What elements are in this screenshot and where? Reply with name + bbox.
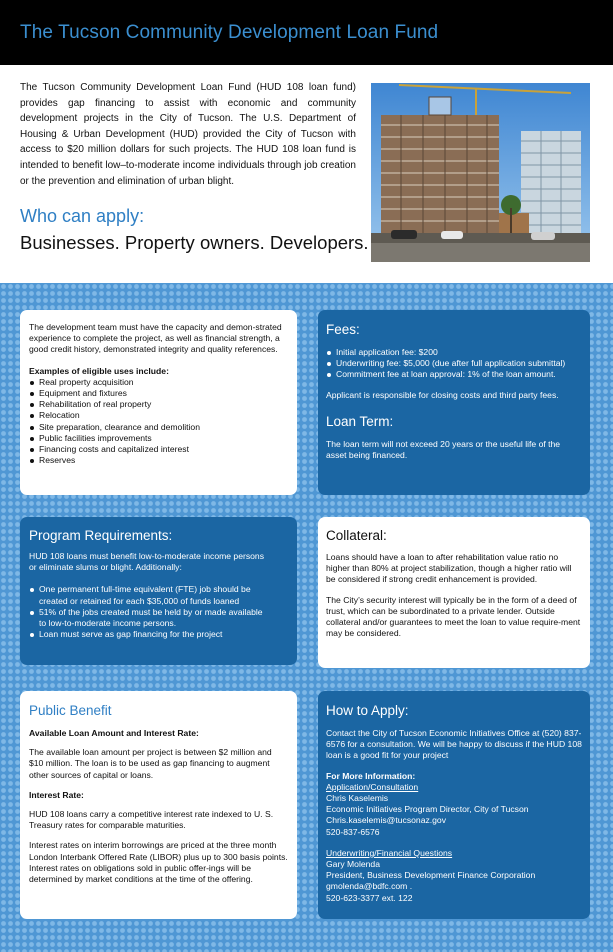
program-requirements-box bbox=[20, 517, 297, 665]
contact-phone: 520-837-6576 bbox=[326, 826, 380, 837]
intro-paragraph: The Tucson Community Development Loan Fund (HUD 108 loan fund) provides gap financing to assist with economic and community development projects in the City of Tucson. The U.S. Department of Housing & Urban Development (HUD) provided the City of Tucson with access to $20 million dollars for such projects. The HUD 108 loan fund is intended to benefit low–to-moderate income individuals through job creation or the prevention and elimination of urban blight. bbox=[20, 82, 356, 187]
page-title: The Tucson Community Development Loan Fund bbox=[20, 22, 439, 43]
list-item: Commitment fee at loan approval: 1% of the loan amount. bbox=[326, 369, 582, 380]
contact-title: President, Business Development Finance Corporation bbox=[326, 870, 536, 881]
list-item: Site preparation, clearance and demolition bbox=[29, 422, 288, 433]
construction-photo-illustration bbox=[371, 83, 590, 262]
contact-label: Application/Consultation bbox=[326, 781, 419, 792]
list-item: Rehabilitation of real property bbox=[29, 399, 288, 410]
eligibility-box bbox=[20, 310, 297, 495]
list-item: Real property acquisition bbox=[29, 377, 288, 388]
more-info-heading: For More Information: bbox=[326, 770, 416, 781]
who-can-apply-list: Businesses. Property owners. Developers. bbox=[20, 232, 369, 253]
contact-label: Underwriting/Financial Questions bbox=[326, 847, 453, 858]
list-item: Underwriting fee: $5,000 (due after full application submittal) bbox=[326, 358, 582, 369]
contact-title: Economic Initiatives Program Director, City of Tucson bbox=[326, 804, 529, 815]
program-requirements-heading: Program Requirements: bbox=[29, 528, 173, 543]
public-benefit-box bbox=[20, 691, 297, 919]
eligibility-intro: The development team must have the capacity and demon-strated experience to complete the project, as well as financial strength, a good credit history, demonstrated integrity and quality references. bbox=[29, 322, 282, 355]
list-item: Financing costs and capitalized interest bbox=[29, 444, 288, 455]
collateral-paragraph-2: The City’s security interest will typically be in the form of a deed of trust, which can be subordinated to a private lender. Outside collateral and/or guarantees to meet the loan to value require-ment may be considered. bbox=[326, 594, 581, 639]
who-can-apply-heading: Who can apply: bbox=[20, 206, 145, 226]
list-item: One permanent full-time equivalent (FTE) job should be created or retained for each $35,000 of funds loaned bbox=[29, 584, 270, 606]
loan-amount-text: The available loan amount per project is between $2 million and $10 million. The loan is to be used as gap financing to augment other sources of capital or loans. bbox=[29, 747, 272, 780]
collateral-paragraph-1: Loans should have a loan to after rehabilitation value ratio no higher than 80% at project stabilization, though a higher ratio will be considered if strong credit enhancement is provided. bbox=[326, 552, 572, 585]
contact-underwriting bbox=[326, 848, 582, 904]
eligible-uses-list bbox=[29, 377, 288, 467]
contact-phone: 520-623-3377 ext. 122 bbox=[326, 892, 413, 903]
how-to-apply-heading: How to Apply: bbox=[326, 703, 409, 718]
construction-photo bbox=[371, 83, 590, 262]
list-item: Equipment and fixtures bbox=[29, 388, 288, 399]
contact-email-link[interactable]: gmolenda@bdfc.com . bbox=[326, 881, 413, 892]
fees-note: Applicant is responsible for closing costs and third party fees. bbox=[326, 389, 559, 400]
list-item: Reserves bbox=[29, 455, 288, 466]
list-item: Loan must serve as gap financing for the project bbox=[29, 629, 270, 640]
how-to-apply-intro: Contact the City of Tucson Economic Initiatives Office at (520) 837- 6576 for a consultation. We will be happy to discuss if the HUD 108 loan is a good fit for your project bbox=[326, 728, 582, 761]
interest-rate-heading: Interest Rate: bbox=[29, 789, 84, 800]
contact-application bbox=[326, 782, 582, 838]
requirements-list bbox=[29, 584, 288, 640]
list-item: Relocation bbox=[29, 410, 288, 421]
title-bar bbox=[0, 0, 613, 65]
list-item: 51% of the jobs created must be held by or made available to low-to-moderate income persons. bbox=[29, 607, 270, 629]
contact-email-link[interactable]: Chris.kaselemis@tucsonaz.gov bbox=[326, 815, 447, 826]
fees-heading: Fees: bbox=[326, 322, 360, 337]
contact-name: Chris Kaselemis bbox=[326, 793, 389, 804]
loan-term-heading: Loan Term: bbox=[326, 413, 394, 429]
loan-amount-heading: Available Loan Amount and Interest Rate: bbox=[29, 728, 199, 738]
requirements-intro: HUD 108 loans must benefit low-to-moderate income persons or eliminate slums or blight. Additionally: bbox=[29, 551, 265, 573]
fees-box bbox=[318, 310, 590, 495]
interim-rate-text: Interest rates on interim borrowings are priced at the three month London Interbank Offered Rate (LIBOR) plus up to 300 basis points. Interest rates on obligations sold in public offer-ings will be determined by market conditions at the time of the offering. bbox=[29, 840, 288, 885]
collateral-box bbox=[318, 517, 590, 668]
how-to-apply-box bbox=[318, 691, 590, 919]
interest-rate-text: HUD 108 loans carry a competitive interest rate indexed to U. S. Treasury rates for comparable maturities. bbox=[29, 809, 274, 831]
eligible-uses-heading: Examples of eligible uses include: bbox=[29, 365, 169, 376]
public-benefit-heading: Public Benefit bbox=[29, 703, 112, 718]
contact-name: Gary Molenda bbox=[326, 859, 380, 870]
list-item: Public facilities improvements bbox=[29, 433, 288, 444]
collateral-heading: Collateral: bbox=[326, 528, 387, 543]
loan-term-text: The loan term will not exceed 20 years or the useful life of the asset being financed. bbox=[326, 438, 561, 461]
fees-list bbox=[326, 347, 582, 381]
list-item: Initial application fee: $200 bbox=[326, 347, 582, 358]
